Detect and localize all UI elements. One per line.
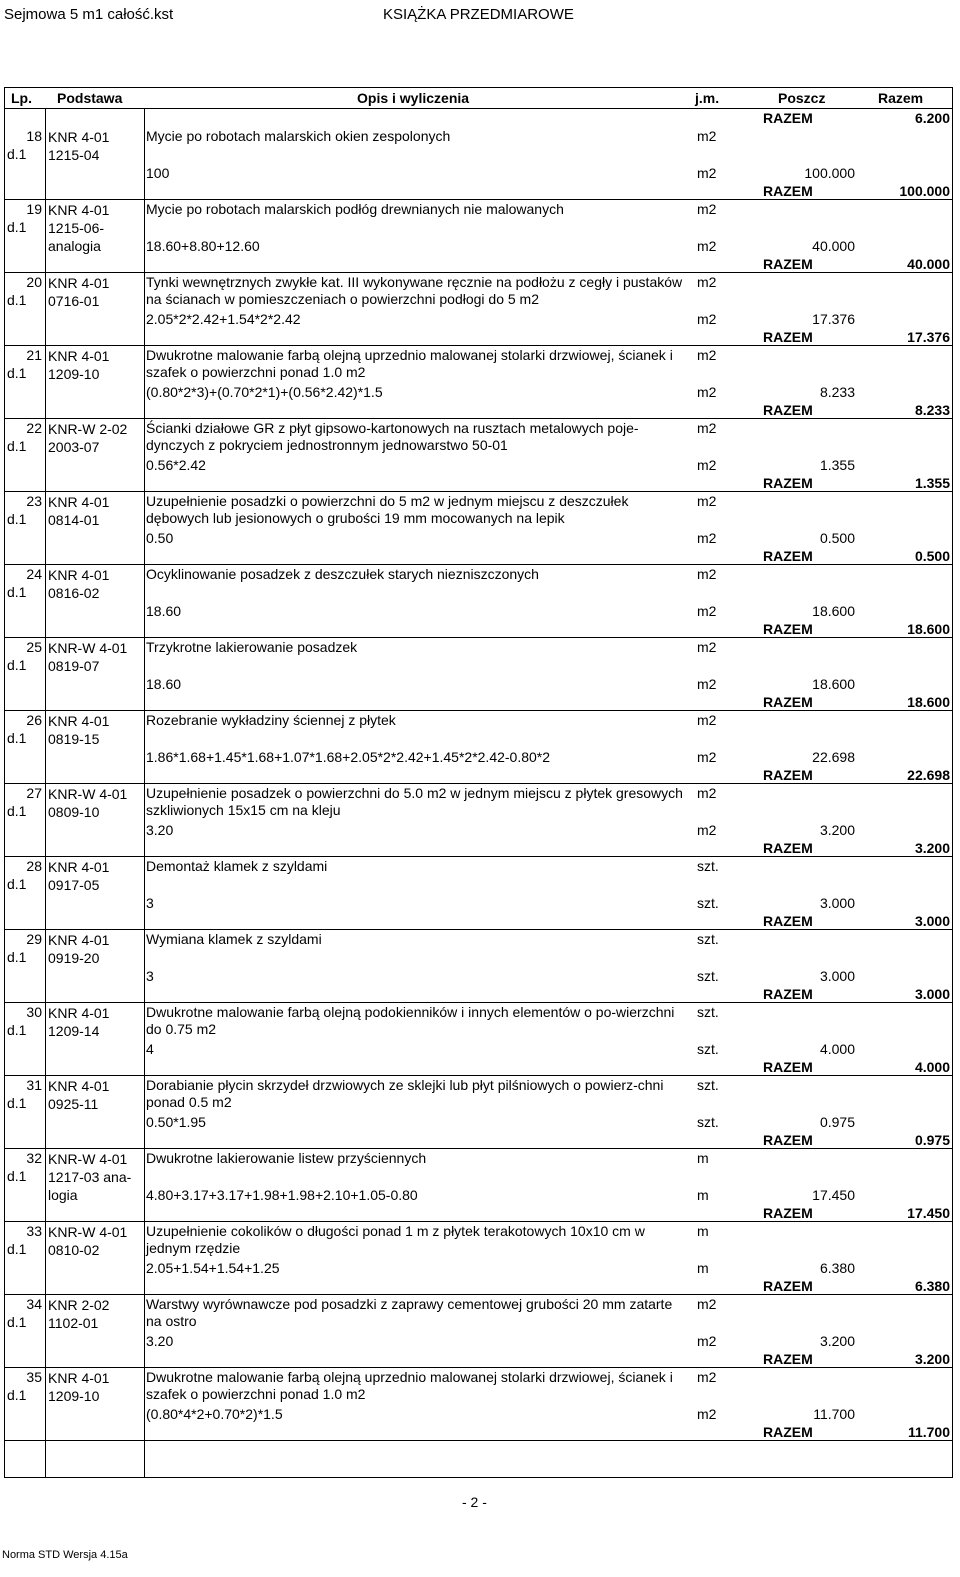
entry-calc-unit: m2 xyxy=(697,457,717,473)
entry-unit: szt. xyxy=(697,931,719,947)
entry-number: 31 xyxy=(26,1077,42,1093)
software-footer: Norma STD Wersja 4.15a xyxy=(2,1549,128,1561)
table-row xyxy=(5,638,952,711)
table-row xyxy=(5,346,952,419)
file-name: Sejmowa 5 m1 całość.kst xyxy=(4,6,174,23)
table-row xyxy=(5,1003,952,1076)
entry-section: d.1 xyxy=(7,1168,27,1184)
entry-calculation: (0.80*4*2+0.70*2)*1.5 xyxy=(146,1406,283,1422)
entry-calculation: 3.20 xyxy=(146,822,174,838)
entry-razem-value: 3.000 xyxy=(914,913,950,929)
entry-unit: m2 xyxy=(697,274,717,290)
entry-razem-value: 3.000 xyxy=(914,986,950,1002)
entry-unit: m2 xyxy=(697,1369,717,1385)
entry-number: 32 xyxy=(26,1150,42,1166)
entry-basis: KNR 4-01 0716-01 xyxy=(48,275,110,309)
entry-calc-unit: szt. xyxy=(697,1041,719,1057)
entry-number: 27 xyxy=(26,785,42,801)
entry-calculation: 3 xyxy=(146,895,154,911)
table-row xyxy=(5,857,952,930)
entry-razem-value: 40.000 xyxy=(907,256,950,272)
entry-unit: szt. xyxy=(697,1077,719,1093)
entry-calc-unit: m2 xyxy=(697,749,717,765)
entry-section: d.1 xyxy=(7,219,27,235)
entry-section: d.1 xyxy=(7,1387,27,1403)
entry-unit: m2 xyxy=(697,347,717,363)
entry-razem-label: RAZEM xyxy=(763,548,813,564)
entry-calc-value: 11.700 xyxy=(813,1406,855,1422)
entry-number: 29 xyxy=(26,931,42,947)
entry-razem-value: 3.200 xyxy=(914,1351,950,1367)
entry-calculation: 0.50*1.95 xyxy=(146,1114,206,1130)
entry-unit: szt. xyxy=(697,1004,719,1020)
entry-calc-unit: m2 xyxy=(697,384,717,400)
entry-calc-value: 100.000 xyxy=(804,165,855,181)
entry-calculation: 1.86*1.68+1.45*1.68+1.07*1.68+2.05*2*2.42+1.45*2*2.42-0.80*2 xyxy=(146,749,551,765)
entry-unit: m2 xyxy=(697,712,717,728)
entry-calc-value: 3.000 xyxy=(819,968,855,984)
entry-razem-label: RAZEM xyxy=(763,913,813,929)
entry-section: d.1 xyxy=(7,1095,27,1111)
entry-razem-value: 3.200 xyxy=(914,840,950,856)
entry-unit: m2 xyxy=(697,639,717,655)
entry-calc-value: 1.355 xyxy=(819,457,855,473)
entry-description: Tynki wewnętrznych zwykłe kat. III wykonywane ręcznie na podłożu z cegły i pustaków na ścianach w pomieszczeniach o powierzchni podłogi do 5 m2 xyxy=(146,274,683,307)
entry-description: Wymiana klamek z szyldami xyxy=(146,931,322,947)
entry-description: Ścianki działowe GR z płyt gipsowo-kartonowych na rusztach metalowych poje-dynczych z pokryciem jednostronnym jednowarstwo 50-01 xyxy=(146,420,639,453)
entry-number: 34 xyxy=(26,1296,42,1312)
table-row xyxy=(5,1295,952,1368)
entry-unit: m2 xyxy=(697,1296,717,1312)
entry-calculation: 18.60 xyxy=(146,603,182,619)
entry-calc-value: 0.975 xyxy=(819,1114,855,1130)
entry-basis: KNR 4-01 0816-02 xyxy=(48,567,110,601)
entry-section: d.1 xyxy=(7,584,27,600)
entry-section: d.1 xyxy=(7,292,27,308)
entry-razem-value: 8.233 xyxy=(914,402,950,418)
table-row xyxy=(5,1149,952,1222)
entry-basis: KNR-W 2-02 2003-07 xyxy=(48,421,128,455)
entry-description: Mycie po robotach malarskich okien zespolonych xyxy=(146,128,451,144)
entry-unit: m2 xyxy=(697,201,717,217)
entry-description: Dwukrotne lakierowanie listew przyściennych xyxy=(146,1150,427,1166)
entry-calc-unit: m2 xyxy=(697,676,717,692)
entry-section: d.1 xyxy=(7,511,27,527)
entry-razem-label: RAZEM xyxy=(763,767,813,783)
entry-basis: KNR 4-01 1215-04 xyxy=(48,129,110,163)
entry-description: Dorabianie płycin skrzydeł drzwiowych ze sklejki lub płyt pilśniowych o powierz-chni ponad 0.5 m2 xyxy=(146,1077,664,1110)
entry-calculation: 4 xyxy=(146,1041,154,1057)
entry-razem-value: 17.376 xyxy=(907,329,950,345)
entry-description: Mycie po robotach malarskich podłóg drewnianych nie malowanych xyxy=(146,201,564,217)
entry-number: 35 xyxy=(26,1369,42,1385)
table-row xyxy=(5,784,952,857)
entry-unit: szt. xyxy=(697,858,719,874)
entry-razem-value: 18.600 xyxy=(907,694,950,710)
table-row xyxy=(5,273,952,346)
entry-unit: m2 xyxy=(697,420,717,436)
carried-razem-value: 6.200 xyxy=(914,110,950,126)
entry-basis: KNR 4-01 0814-01 xyxy=(48,494,110,528)
document-title: KSIĄŻKA PRZEDMIAROWE xyxy=(383,6,574,23)
entry-basis: KNR-W 4-01 0810-02 xyxy=(48,1224,128,1258)
entry-description: Rozebranie wykładziny ściennej z płytek xyxy=(146,712,396,728)
entry-description: Dwukrotne malowanie farbą olejną uprzednio malowanej stolarki drzwiowej, ścianek i szafek o powierzchni ponad 1.0 m2 xyxy=(146,1369,673,1402)
entry-calculation: 2.05*2*2.42+1.54*2*2.42 xyxy=(146,311,301,327)
table-row xyxy=(5,200,952,273)
entry-number: 33 xyxy=(26,1223,42,1239)
entry-unit: m2 xyxy=(697,785,717,801)
entry-basis: KNR 4-01 0819-15 xyxy=(48,713,110,747)
table-row xyxy=(5,492,952,565)
entry-calc-value: 17.450 xyxy=(812,1187,855,1203)
entry-calc-unit: m2 xyxy=(697,238,717,254)
entry-number: 19 xyxy=(26,201,42,217)
entry-section: d.1 xyxy=(7,949,27,965)
entry-calc-value: 18.600 xyxy=(812,603,855,619)
entry-section: d.1 xyxy=(7,657,27,673)
entry-calc-value: 0.500 xyxy=(819,530,855,546)
entry-number: 18 xyxy=(26,128,42,144)
entry-calc-unit: szt. xyxy=(697,968,719,984)
entry-description: Dwukrotne malowanie farbą olejną podokienników i innych elementów o po-wierzchni do 0.75 m2 xyxy=(146,1004,675,1037)
entry-unit: m2 xyxy=(697,566,717,582)
entry-calculation: 0.56*2.42 xyxy=(146,457,206,473)
entry-calculation: 2.05+1.54+1.54+1.25 xyxy=(146,1260,280,1276)
entry-calc-value: 22.698 xyxy=(812,749,855,765)
entry-razem-label: RAZEM xyxy=(763,256,813,272)
entry-calculation: 3 xyxy=(146,968,154,984)
entry-calc-value: 6.380 xyxy=(819,1260,855,1276)
entry-basis: KNR 4-01 1209-14 xyxy=(48,1005,110,1039)
entry-razem-label: RAZEM xyxy=(763,986,813,1002)
entry-calc-unit: m xyxy=(697,1260,709,1276)
entry-number: 30 xyxy=(26,1004,42,1020)
entry-razem-value: 11.700 xyxy=(907,1424,950,1440)
entry-calc-unit: m2 xyxy=(697,165,717,181)
table-row xyxy=(5,930,952,1003)
entry-number: 24 xyxy=(26,566,42,582)
entry-description: Uzupełnienie cokolików o długości ponad 1 m z płytek terakotowych 10x10 cm w jednym rzędzie xyxy=(146,1223,645,1256)
entry-calc-unit: m2 xyxy=(697,822,717,838)
entry-razem-label: RAZEM xyxy=(763,1424,813,1440)
entry-section: d.1 xyxy=(7,730,27,746)
entry-basis: KNR 4-01 1209-10 xyxy=(48,1370,110,1404)
entry-razem-label: RAZEM xyxy=(763,1351,813,1367)
entry-calc-value: 8.233 xyxy=(819,384,855,400)
entry-section: d.1 xyxy=(7,365,27,381)
col-header-opis: Opis i wyliczenia xyxy=(357,90,470,106)
entry-razem-value: 22.698 xyxy=(907,767,950,783)
entry-basis: KNR 4-01 1215-06-analogia xyxy=(48,202,110,254)
entry-calculation: 100 xyxy=(146,165,170,181)
col-header-poszcz: Poszcz xyxy=(778,90,826,106)
entry-razem-value: 17.450 xyxy=(907,1205,950,1221)
entry-description: Dwukrotne malowanie farbą olejną uprzednio malowanej stolarki drzwiowej, ścianek i szafek o powierzchni ponad 1.0 m2 xyxy=(146,347,673,380)
entry-calc-unit: m xyxy=(697,1187,709,1203)
entry-razem-value: 4.000 xyxy=(914,1059,950,1075)
entry-razem-label: RAZEM xyxy=(763,402,813,418)
entry-description: Uzupełnienie posadzek o powierzchni do 5.0 m2 w jednym miejscu z płytek gresowych szkliwionych 15x15 cm na kleju xyxy=(146,785,683,818)
entry-calc-value: 3.200 xyxy=(819,1333,855,1349)
entry-razem-value: 0.500 xyxy=(914,548,950,564)
entry-razem-label: RAZEM xyxy=(763,1059,813,1075)
entry-razem-label: RAZEM xyxy=(763,183,813,199)
entry-razem-label: RAZEM xyxy=(763,621,813,637)
entry-unit: m2 xyxy=(697,493,717,509)
entry-razem-label: RAZEM xyxy=(763,1278,813,1294)
col-header-razem: Razem xyxy=(878,90,924,106)
entry-razem-label: RAZEM xyxy=(763,840,813,856)
table-row xyxy=(5,1368,952,1441)
entry-number: 21 xyxy=(26,347,42,363)
entry-basis: KNR 2-02 1102-01 xyxy=(48,1297,110,1331)
entry-description: Uzupełnienie posadzki o powierzchni do 5 m2 w jednym miejscu z deszczułek dębowych lub jesionowych o grubości 19 mm mocowanych na lepik xyxy=(146,493,629,526)
entry-razem-value: 100.000 xyxy=(899,183,950,199)
entry-basis: KNR 4-01 0919-20 xyxy=(48,932,110,966)
entry-razem-value: 18.600 xyxy=(907,621,950,637)
entry-basis: KNR-W 4-01 0819-07 xyxy=(48,640,128,674)
entry-section: d.1 xyxy=(7,1022,27,1038)
table-row xyxy=(5,1222,952,1295)
carried-razem-label: RAZEM xyxy=(763,110,813,126)
entry-razem-value: 6.380 xyxy=(914,1278,950,1294)
entry-basis: KNR-W 4-01 0809-10 xyxy=(48,786,128,820)
table-row xyxy=(5,1076,952,1149)
entry-basis: KNR-W 4-01 1217-03 ana-logia xyxy=(48,1151,132,1203)
entry-section: d.1 xyxy=(7,876,27,892)
entry-number: 23 xyxy=(26,493,42,509)
estimate-table xyxy=(4,87,953,1478)
col-header-jm: j.m. xyxy=(695,90,720,106)
entry-calc-unit: szt. xyxy=(697,895,719,911)
entry-calculation: 4.80+3.17+3.17+1.98+1.98+2.10+1.05-0.80 xyxy=(146,1187,418,1203)
entry-calculation: (0.80*2*3)+(0.70*2*1)+(0.56*2.42)*1.5 xyxy=(146,384,383,400)
entry-calc-value: 40.000 xyxy=(812,238,855,254)
entry-description: Demontaż klamek z szyldami xyxy=(146,858,328,874)
entry-number: 28 xyxy=(26,858,42,874)
table-row xyxy=(5,419,952,492)
entry-razem-label: RAZEM xyxy=(763,1205,813,1221)
entry-calc-unit: m2 xyxy=(697,603,717,619)
entry-calculation: 18.60 xyxy=(146,676,182,692)
entry-calc-value: 3.000 xyxy=(819,895,855,911)
entry-calc-unit: m2 xyxy=(697,530,717,546)
table-row xyxy=(5,711,952,784)
page-number: - 2 - xyxy=(462,1494,487,1510)
entry-razem-value: 1.355 xyxy=(914,475,950,491)
entry-calculation: 3.20 xyxy=(146,1333,174,1349)
entry-razem-label: RAZEM xyxy=(763,475,813,491)
entry-section: d.1 xyxy=(7,1241,27,1257)
entry-section: d.1 xyxy=(7,803,27,819)
entry-description: Warstwy wyrównawcze pod posadzki z zaprawy cementowej grubości 20 mm zatarte na ostro xyxy=(146,1296,673,1329)
entry-calc-value: 4.000 xyxy=(819,1041,855,1057)
entry-razem-label: RAZEM xyxy=(763,329,813,345)
entry-section: d.1 xyxy=(7,438,27,454)
entry-section: d.1 xyxy=(7,1314,27,1330)
entry-calculation: 0.50 xyxy=(146,530,174,546)
entry-razem-label: RAZEM xyxy=(763,694,813,710)
entry-basis: KNR 4-01 1209-10 xyxy=(48,348,110,382)
col-header-podstawa: Podstawa xyxy=(57,90,123,106)
entry-unit: m xyxy=(697,1223,709,1239)
entry-number: 20 xyxy=(26,274,42,290)
entry-basis: KNR 4-01 0925-11 xyxy=(48,1078,110,1112)
entry-calculation: 18.60+8.80+12.60 xyxy=(146,238,260,254)
entry-calc-unit: szt. xyxy=(697,1114,719,1130)
entry-description: Trzykrotne lakierowanie posadzek xyxy=(146,639,358,655)
entry-section: d.1 xyxy=(7,146,27,162)
table-row xyxy=(5,127,952,200)
entry-calc-unit: m2 xyxy=(697,1406,717,1422)
entry-calc-value: 3.200 xyxy=(819,822,855,838)
entry-razem-label: RAZEM xyxy=(763,1132,813,1148)
entry-calc-unit: m2 xyxy=(697,1333,717,1349)
entry-number: 26 xyxy=(26,712,42,728)
entry-calc-value: 18.600 xyxy=(812,676,855,692)
table-row xyxy=(5,565,952,638)
entry-calc-value: 17.376 xyxy=(812,311,855,327)
entry-razem-value: 0.975 xyxy=(914,1132,950,1148)
entry-unit: m xyxy=(697,1150,709,1166)
entry-description: Ocyklinowanie posadzek z deszczułek starych niezniszczonych xyxy=(146,566,539,582)
col-header-lp: Lp. xyxy=(11,90,32,106)
entry-calc-unit: m2 xyxy=(697,311,717,327)
entry-basis: KNR 4-01 0917-05 xyxy=(48,859,110,893)
entry-unit: m2 xyxy=(697,128,717,144)
entry-number: 22 xyxy=(26,420,42,436)
entry-number: 25 xyxy=(26,639,42,655)
